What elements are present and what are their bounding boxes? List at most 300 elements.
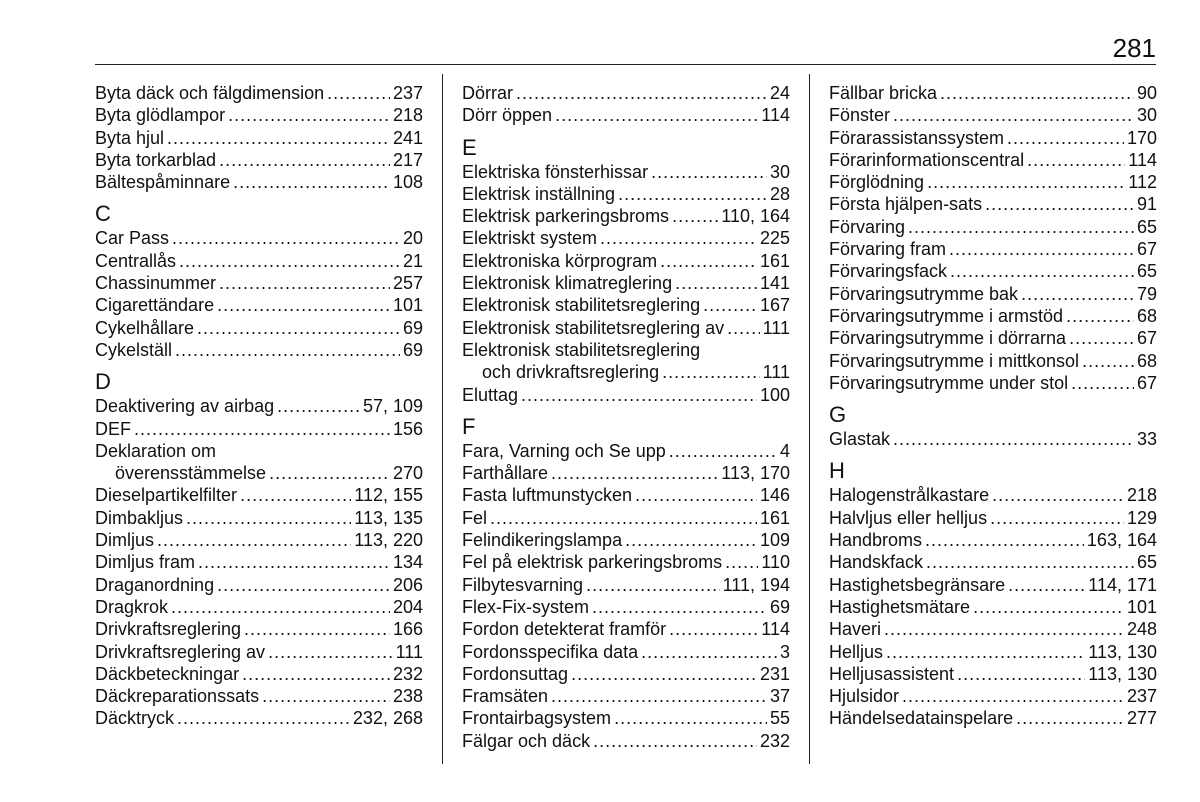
entry-page-reference: 110, 164: [721, 206, 790, 227]
entry-label: Förvaringsutrymme i armstöd: [829, 305, 1064, 326]
leader-dots: [618, 183, 767, 205]
entry-label: Hastighetsbegränsare: [829, 574, 1006, 595]
entry-page-reference: 237: [1126, 686, 1157, 707]
index-entry: [462, 227, 790, 249]
column-divider-1: [442, 74, 443, 764]
entry-page-reference: 67: [1136, 239, 1157, 260]
entry-page-reference: 79: [1136, 283, 1157, 304]
section-letter-heading: G: [829, 402, 847, 428]
entry-label: Deklaration om: [95, 440, 217, 461]
leader-dots: [1066, 305, 1134, 327]
leader-dots: [179, 250, 400, 272]
leader-dots: [625, 529, 757, 551]
entry-page-reference: 232: [392, 663, 423, 684]
entry-page-reference: 111, 194: [722, 574, 790, 595]
entry-label: Drivkraftsreglering av: [95, 641, 266, 662]
leader-dots: [1016, 707, 1124, 729]
leader-dots: [884, 618, 1124, 640]
entry-label: Hjulsidor: [829, 686, 900, 707]
entry-page-reference: 24: [769, 83, 790, 103]
index-column-1: [95, 82, 423, 730]
index-entry-continuation: [95, 462, 423, 484]
entry-label: Elektronisk klimatreglering: [462, 273, 673, 294]
index-entry: [829, 685, 1157, 707]
entry-label: Elektronisk stabilitetsreglering: [462, 339, 701, 360]
entry-label: Centrallås: [95, 250, 177, 271]
entry-page-reference: 4: [779, 440, 790, 461]
entry-page-reference: 90: [1136, 83, 1157, 103]
index-entry: [462, 730, 790, 752]
leader-dots: [940, 82, 1134, 104]
entry-page-reference: 21: [402, 250, 423, 271]
entry-page-reference: 161: [759, 250, 790, 271]
entry-label: Hastighetsmätare: [829, 596, 971, 617]
entry-label: Förvaring: [829, 216, 906, 237]
entry-page-reference: 67: [1136, 328, 1157, 349]
entry-label: Förvaringsutrymme bak: [829, 283, 1019, 304]
leader-dots: [167, 127, 390, 149]
leader-dots: [990, 507, 1124, 529]
index-entry: [95, 618, 423, 640]
index-entry: [95, 82, 423, 104]
entry-page-reference: 146: [759, 485, 790, 506]
section-letter-heading: D: [95, 369, 111, 395]
section-letter-heading: C: [95, 201, 111, 227]
entry-page-reference: 112, 155: [354, 485, 423, 506]
page-number: 281: [1112, 33, 1156, 63]
leader-dots: [490, 507, 757, 529]
leader-dots: [660, 250, 757, 272]
index-entry: [829, 305, 1157, 327]
index-entry: [95, 317, 423, 339]
entry-page-reference: 30: [769, 161, 790, 182]
entry-label: Däcktryck: [95, 708, 175, 729]
entry-page-reference: 67: [1136, 372, 1157, 393]
index-entry: [462, 205, 790, 227]
entry-label: Elektroniska körprogram: [462, 250, 658, 271]
leader-dots: [1071, 372, 1134, 394]
entry-label: DEF: [95, 418, 131, 439]
index-entry: [829, 507, 1157, 529]
index-entry: [829, 618, 1157, 640]
index-entry: [829, 238, 1157, 260]
leader-dots: [134, 418, 390, 440]
leader-dots: [727, 317, 760, 339]
leader-dots: [641, 641, 777, 663]
section-letter-heading: E: [462, 134, 477, 160]
entry-label: och drivkraftsreglering: [482, 362, 660, 383]
leader-dots: [228, 104, 390, 126]
entry-label: Filbytesvarning: [462, 574, 584, 595]
entry-page-reference: 114: [1128, 149, 1157, 170]
entry-label: Helljusassistent: [829, 663, 955, 684]
entry-label: Dragkrok: [95, 596, 169, 617]
index-entry: [829, 149, 1157, 171]
leader-dots: [669, 618, 758, 640]
entry-page-reference: 113, 130: [1088, 663, 1157, 684]
entry-label: Elektrisk inställning: [462, 183, 616, 204]
leader-dots: [662, 361, 760, 383]
leader-dots: [957, 663, 1085, 685]
index-entry: [462, 618, 790, 640]
leader-dots: [1027, 149, 1125, 171]
entry-page-reference: 28: [769, 183, 790, 204]
entry-page-reference: 101: [392, 295, 423, 316]
entry-page-reference: 69: [402, 339, 423, 360]
entry-label: Fordon detekterat framför: [462, 619, 667, 640]
leader-dots: [950, 260, 1134, 282]
entry-label: Byta hjul: [95, 127, 165, 148]
entry-label: Dörrar: [462, 83, 514, 103]
index-entry-multiline: [462, 339, 790, 384]
index-entry: [829, 216, 1157, 238]
index-entry: [829, 707, 1157, 729]
leader-dots: [908, 216, 1134, 238]
leader-dots: [1008, 574, 1085, 596]
index-entry: [829, 428, 1157, 450]
leader-dots: [157, 529, 351, 551]
leader-dots: [593, 730, 757, 752]
entry-label: Förvaringsutrymme under stol: [829, 372, 1069, 393]
leader-dots: [886, 641, 1085, 663]
index-entry: [95, 227, 423, 249]
entry-page-reference: 113, 170: [721, 463, 790, 484]
entry-label: Dimljus: [95, 530, 155, 551]
entry-page-reference: 277: [1126, 708, 1157, 729]
leader-dots: [262, 685, 390, 707]
index-entry: [829, 82, 1157, 104]
leader-dots: [973, 596, 1124, 618]
leader-dots: [240, 484, 351, 506]
entry-page-reference: 108: [392, 172, 423, 193]
entry-page-reference: 100: [759, 384, 790, 405]
leader-dots: [985, 193, 1134, 215]
entry-page-reference: 111: [762, 362, 790, 383]
leader-dots: [586, 574, 720, 596]
entry-page-reference: 257: [392, 273, 423, 294]
index-entry: [462, 663, 790, 685]
entry-label: Elektronisk stabilitetsreglering: [462, 295, 701, 316]
index-entry: [829, 641, 1157, 663]
leader-dots: [186, 507, 351, 529]
entry-label: Byta torkarblad: [95, 149, 217, 170]
entry-page-reference: 232, 268: [352, 708, 423, 729]
entry-page-reference: 109: [759, 530, 790, 551]
entry-label: Förglödning: [829, 172, 925, 193]
entry-page-reference: 225: [759, 228, 790, 249]
index-entry: [95, 507, 423, 529]
leader-dots: [269, 462, 390, 484]
entry-label: Handskfack: [829, 552, 924, 573]
index-entry: [829, 327, 1157, 349]
leader-dots: [725, 551, 758, 573]
leader-dots: [1007, 127, 1124, 149]
entry-label: Cigarettändare: [95, 295, 215, 316]
leader-dots: [277, 395, 360, 417]
entry-page-reference: 65: [1136, 216, 1157, 237]
entry-page-reference: 166: [392, 619, 423, 640]
entry-page-reference: 113, 135: [354, 507, 423, 528]
entry-label: Däckreparationssats: [95, 686, 260, 707]
index-entry: [95, 395, 423, 417]
entry-page-reference: 129: [1126, 507, 1157, 528]
entry-label: Car Pass: [95, 228, 170, 249]
entry-page-reference: 237: [392, 83, 423, 103]
entry-page-reference: 206: [392, 574, 423, 595]
leader-dots: [177, 707, 350, 729]
entry-page-reference: 30: [1136, 105, 1157, 126]
entry-label: Halogenstrålkastare: [829, 485, 990, 506]
index-entry: [462, 384, 790, 406]
column-divider-2: [809, 74, 810, 764]
index-entry-continuation: [462, 361, 790, 383]
entry-page-reference: 111: [395, 641, 423, 662]
index-entry: [95, 294, 423, 316]
leader-dots: [902, 685, 1124, 707]
index-entry: [462, 707, 790, 729]
index-entry: [829, 551, 1157, 573]
entry-page-reference: 238: [392, 686, 423, 707]
entry-page-reference: 57, 109: [362, 396, 423, 417]
entry-label: Dörr öppen: [462, 105, 553, 126]
leader-dots: [1069, 327, 1134, 349]
entry-label: Cykelhållare: [95, 317, 195, 338]
entry-page-reference: 231: [759, 663, 790, 684]
entry-page-reference: 101: [1126, 596, 1157, 617]
leader-dots: [551, 685, 767, 707]
entry-label: Förvaringsfack: [829, 261, 948, 282]
entry-label: Fordonsuttag: [462, 663, 569, 684]
entry-page-reference: 167: [759, 295, 790, 316]
entry-label: Fel: [462, 507, 488, 528]
index-entry: [462, 462, 790, 484]
entry-page-reference: 111: [762, 317, 790, 338]
entry-label: Helljus: [829, 641, 884, 662]
index-column-3: [829, 82, 1157, 730]
index-entry: [462, 484, 790, 506]
leader-dots: [927, 171, 1125, 193]
entry-label: Farthållare: [462, 463, 549, 484]
entry-page-reference: 114, 171: [1088, 574, 1157, 595]
index-entry: [462, 574, 790, 596]
entry-page-reference: 204: [392, 596, 423, 617]
index-entry: [95, 418, 423, 440]
leader-dots: [198, 551, 390, 573]
index-entry: [95, 574, 423, 596]
entry-label: Handbroms: [829, 530, 923, 551]
leader-dots: [1082, 350, 1134, 372]
entry-page-reference: 114: [761, 619, 790, 640]
leader-dots: [555, 104, 758, 126]
entry-label: Draganordning: [95, 574, 215, 595]
entry-page-reference: 33: [1136, 429, 1157, 450]
index-entry: [829, 372, 1157, 394]
entry-label: Deaktivering av airbag: [95, 396, 275, 417]
leader-dots: [219, 272, 390, 294]
entry-page-reference: 218: [1126, 485, 1157, 506]
index-entry: [462, 250, 790, 272]
leader-dots: [651, 161, 767, 183]
header-rule: [95, 64, 1156, 65]
index-entry: [95, 551, 423, 573]
leader-dots: [600, 227, 757, 249]
leader-dots: [171, 596, 390, 618]
entry-label: Fälgar och däck: [462, 730, 591, 751]
leader-dots: [244, 618, 390, 640]
leader-dots: [703, 294, 757, 316]
index-entry: [462, 641, 790, 663]
entry-label: Förarassistanssystem: [829, 127, 1005, 148]
leader-dots: [268, 641, 393, 663]
entry-label: Chassinummer: [95, 273, 217, 294]
entry-page-reference: 65: [1136, 552, 1157, 573]
section-letter-heading: H: [829, 458, 845, 484]
index-entry: [95, 272, 423, 294]
entry-label: Dieselpartikelfilter: [95, 485, 238, 506]
index-entry: [829, 127, 1157, 149]
entry-page-reference: 170: [1126, 127, 1157, 148]
index-entry: [95, 663, 423, 685]
index-entry: [829, 104, 1157, 126]
entry-page-reference: 20: [402, 228, 423, 249]
entry-label: Cykelställ: [95, 339, 173, 360]
index-entry-multiline: [95, 440, 423, 485]
index-entry: [462, 272, 790, 294]
index-entry: [829, 596, 1157, 618]
entry-label: Förarinformationscentral: [829, 149, 1025, 170]
index-entry: [829, 283, 1157, 305]
entry-label: Bältespåminnare: [95, 172, 231, 193]
index-entry: [462, 294, 790, 316]
entry-page-reference: 37: [769, 686, 790, 707]
index-entry: [829, 193, 1157, 215]
entry-label: Framsäten: [462, 686, 549, 707]
index-entry: [462, 104, 790, 126]
index-entry: [95, 484, 423, 506]
index-entry: [462, 507, 790, 529]
index-entry: [95, 127, 423, 149]
index-entry: [95, 641, 423, 663]
leader-dots: [592, 596, 767, 618]
index-entry: [95, 250, 423, 272]
leader-dots: [669, 440, 777, 462]
leader-dots: [175, 339, 400, 361]
entry-page-reference: 55: [769, 708, 790, 729]
entry-label: Första hjälpen-sats: [829, 194, 983, 215]
section-letter-heading: F: [462, 413, 476, 439]
index-entry: [829, 171, 1157, 193]
entry-label: Felindikeringslampa: [462, 530, 623, 551]
leader-dots: [219, 149, 390, 171]
index-entry: [462, 82, 790, 104]
leader-dots: [635, 484, 757, 506]
leader-dots: [242, 663, 390, 685]
leader-dots: [172, 227, 400, 249]
index-entry: [95, 707, 423, 729]
index-entry: [95, 685, 423, 707]
leader-dots: [233, 171, 390, 193]
entry-label: Byta glödlampor: [95, 105, 226, 126]
entry-page-reference: 141: [759, 273, 790, 294]
entry-label: Fönster: [829, 105, 891, 126]
entry-label: Byta däck och fälgdimension: [95, 83, 325, 103]
entry-page-reference: 217: [392, 149, 423, 170]
entry-page-reference: 156: [392, 418, 423, 439]
entry-page-reference: 134: [392, 552, 423, 573]
entry-label: överensstämmelse: [115, 463, 267, 484]
leader-dots: [571, 663, 757, 685]
leader-dots: [893, 104, 1134, 126]
entry-label: Förvaringsutrymme i dörrarna: [829, 328, 1067, 349]
entry-page-reference: 248: [1126, 619, 1157, 640]
index-entry: [462, 685, 790, 707]
index-entry: [95, 596, 423, 618]
entry-label: Haveri: [829, 619, 882, 640]
entry-page-reference: 270: [392, 463, 423, 484]
entry-label: Förvaringsutrymme i mittkonsol: [829, 350, 1080, 371]
entry-label: Elektriska fönsterhissar: [462, 161, 649, 182]
entry-page-reference: 69: [769, 596, 790, 617]
entry-label: Däckbeteckningar: [95, 663, 240, 684]
index-entry: [95, 149, 423, 171]
index-column-2: [462, 82, 790, 752]
leader-dots: [925, 529, 1084, 551]
entry-page-reference: 112: [1128, 172, 1157, 193]
index-entry: [829, 260, 1157, 282]
entry-page-reference: 69: [402, 317, 423, 338]
entry-page-reference: 163, 164: [1086, 530, 1157, 551]
index-entry: [462, 551, 790, 573]
entry-label: Drivkraftsreglering: [95, 619, 242, 640]
entry-label: Elektriskt system: [462, 228, 598, 249]
entry-page-reference: 161: [759, 507, 790, 528]
entry-page-reference: 3: [779, 641, 790, 662]
entry-label: Elektrisk parkeringsbroms: [462, 206, 670, 227]
index-entry: [829, 529, 1157, 551]
entry-page-reference: 68: [1136, 305, 1157, 326]
entry-label: Flex-Fix-system: [462, 596, 589, 617]
entry-page-reference: 241: [392, 127, 423, 148]
index-entry: [95, 171, 423, 193]
entry-label: Frontairbagsystem: [462, 708, 612, 729]
index-entry: [829, 574, 1157, 596]
entry-page-reference: 91: [1136, 194, 1157, 215]
entry-page-reference: 113, 130: [1088, 641, 1157, 662]
leader-dots: [1021, 283, 1134, 305]
entry-label: Dimljus fram: [95, 552, 196, 573]
leader-dots: [893, 428, 1134, 450]
entry-page-reference: 110: [761, 552, 790, 573]
leader-dots: [327, 82, 390, 104]
entry-page-reference: 114: [761, 105, 790, 126]
entry-label: Fordonsspecifika data: [462, 641, 639, 662]
entry-page-reference: 218: [392, 105, 423, 126]
entry-label: Fel på elektrisk parkeringsbroms: [462, 552, 723, 573]
leader-dots: [217, 294, 390, 316]
leader-dots: [217, 574, 390, 596]
index-entry: [462, 317, 790, 339]
entry-page-reference: 232: [759, 730, 790, 751]
entry-label: Fara, Varning och Se upp: [462, 440, 666, 461]
index-entry: [462, 161, 790, 183]
index-entry: [462, 183, 790, 205]
entry-label: Eluttag: [462, 384, 519, 405]
entry-page-reference: 113, 220: [354, 530, 423, 551]
entry-label: Halvljus eller helljus: [829, 507, 988, 528]
entry-label: Fasta luftmunstycken: [462, 485, 633, 506]
index-entry: [95, 104, 423, 126]
entry-label: Elektronisk stabilitetsreglering av: [462, 317, 725, 338]
